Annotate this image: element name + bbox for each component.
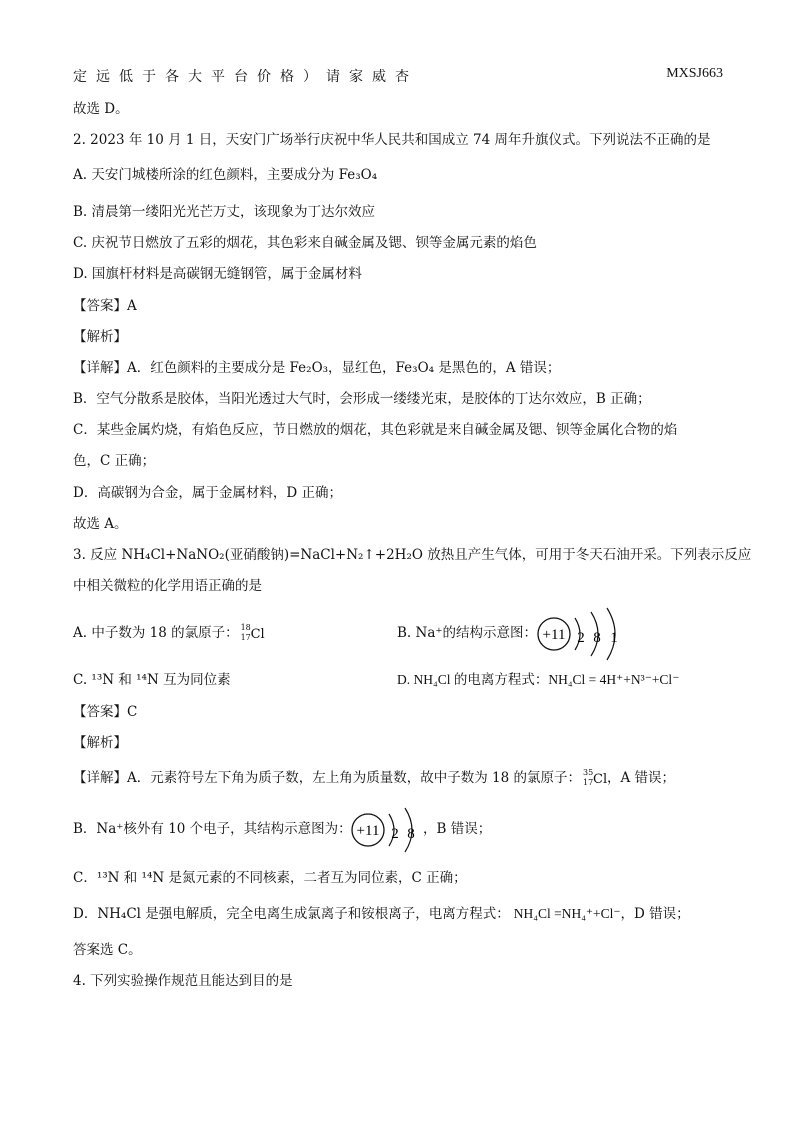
q2-option-c: C. 庆祝节日燃放了五彩的烟花，其色彩来自碱金属及锶、钡等金属元素的焰色 xyxy=(73,235,537,251)
q3-detail-b-text: B．Na⁺核外有 10 个电子，其结构示意图为： xyxy=(73,821,352,837)
q3-stem-line1: 3. 反应 NH₄Cl+NaNO₂(亚硝酸钠)=NaCl+N₂↑+2H₂O 放热且产生气体，可用于冬天石油开采。下列表示反应 xyxy=(73,547,752,563)
q3-detail-b-end: ，B 错误； xyxy=(423,821,492,837)
mass-number: 35 xyxy=(583,767,594,777)
q3-detail-d-end: ，D 错误； xyxy=(620,906,690,922)
shell-electrons: 2 xyxy=(391,826,399,842)
q3-option-a-text: A. 中子数为 18 的氯原子： xyxy=(73,625,239,641)
q2-detail-line: B．空气分散系是胶体，当阳光透过大气时，会形成一缕缕光束，是胶体的丁达尔效应，B 正确； xyxy=(73,391,651,407)
q3-analysis-title: 【解析】 xyxy=(73,735,127,751)
nucleus-charge: +11 xyxy=(356,823,380,839)
q3-detail-a-end: ，A 错误； xyxy=(607,770,676,786)
element-symbol: Cl xyxy=(593,771,608,787)
q3-option-b xyxy=(397,606,618,662)
ionization-equation: NH₄Cl =NH₄⁺+Cl⁻ xyxy=(513,906,621,921)
nucleus-charge: +11 xyxy=(542,627,566,643)
shell-electrons: 8 xyxy=(593,630,601,646)
shell-electrons: 8 xyxy=(407,826,415,842)
q3-option-a xyxy=(73,624,265,643)
q2-conclusion: 故选 A。 xyxy=(73,516,128,532)
isotope-notation xyxy=(581,767,608,788)
q3-option-b-text: B. Na⁺的结构示意图： xyxy=(397,625,537,641)
q3-answer: 【答案】C xyxy=(73,704,138,720)
element-symbol: Cl xyxy=(250,626,265,642)
q2-detail-line: C．某些金属灼烧，有焰色反应，节日燃放的烟花，其色彩就是来自碱金属及锶、钡等金属化合物的焰 xyxy=(73,422,678,438)
atom-structure-diagram xyxy=(535,606,635,662)
q3-option-c: C. ¹³N 和 ¹⁴N 互为同位素 xyxy=(73,672,231,688)
q3-detail-a xyxy=(73,769,675,788)
q3-conclusion: 答案选 C。 xyxy=(73,942,142,958)
atomic-number: 17 xyxy=(583,777,594,787)
shell-electrons: 1 xyxy=(610,630,618,646)
page-header xyxy=(73,66,723,86)
q3-detail-d-text: D．NH₄Cl 是强电解质，完全电离生成氯离子和铵根离子，电离方程式： xyxy=(73,906,510,922)
q2-answer: 【答案】A xyxy=(73,298,137,314)
q2-option-b: B. 清晨第一缕阳光光芒万丈，该现象为丁达尔效应 xyxy=(73,204,376,220)
atom-structure-diagram xyxy=(349,802,429,858)
mass-number: 18 xyxy=(240,622,251,632)
shell-electrons: 2 xyxy=(577,630,585,646)
q2-detail-line: 【详解】A．红色颜料的主要成分是 Fe₂O₃，显红色，Fe₃O₄ 是黑色的，A 错误； xyxy=(73,360,561,376)
q2-detail-line: 色，C 正确； xyxy=(73,453,156,469)
q3-detail-c: C．¹³N 和 ¹⁴N 是氮元素的不同核素，二者互为同位素，C 正确； xyxy=(73,870,467,886)
prev-conclusion: 故选 D。 xyxy=(73,101,129,117)
isotope-notation xyxy=(239,622,265,643)
q2-stem: 2. 2023 年 10 月 1 日，天安门广场举行庆祝中华人民共和国成立 74 周年升旗仪式。下列说法不正确的是 xyxy=(73,132,711,148)
header-left-text: 定远低于各大平台价格）请家威杏 xyxy=(73,69,418,85)
q3-detail-a-text: 【详解】A．元素符号左下角为质子数，左上角为质量数，故中子数为 18 的氯原子： xyxy=(73,770,582,786)
q3-stem-line2: 中相关微粒的化学用语正确的是 xyxy=(73,578,262,594)
q3-detail-d xyxy=(73,905,690,923)
q2-option-d: D. 国旗杆材料是高碳钢无缝钢管，属于金属材料 xyxy=(73,266,362,282)
q2-detail-line: D．高碳钢为合金，属于金属材料，D 正确； xyxy=(73,485,342,501)
header-code: MXSJ663 xyxy=(666,66,723,81)
q4-stem: 4. 下列实验操作规范且能达到目的是 xyxy=(73,973,293,989)
atomic-number: 17 xyxy=(240,632,251,642)
q3-option-d: D. NH₄Cl 的电离方程式：NH₄Cl = 4H⁺+N³⁻+Cl⁻ xyxy=(397,672,680,687)
q2-option-a: A. 天安门城楼所涂的红色颜料，主要成分为 Fe₃O₄ xyxy=(73,167,378,183)
q3-detail-b xyxy=(73,802,492,858)
q2-analysis-title: 【解析】 xyxy=(73,329,127,345)
